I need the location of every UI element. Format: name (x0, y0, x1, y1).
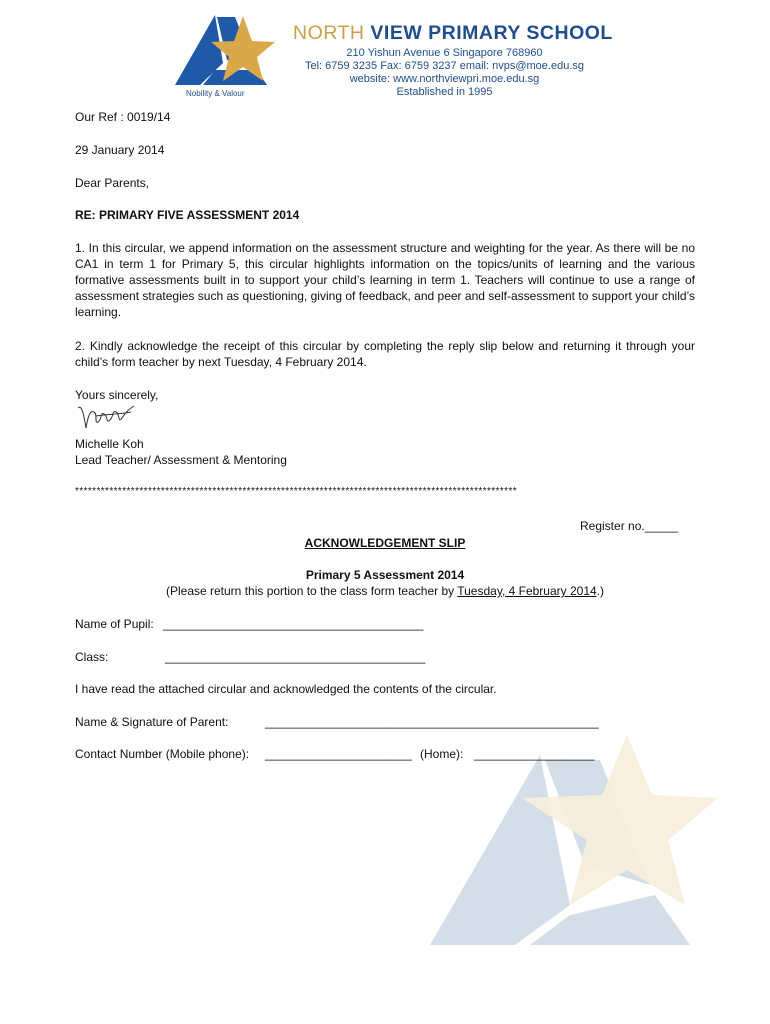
signature-image (76, 402, 136, 432)
instruction-suffix: .) (596, 584, 605, 598)
signer-name: Michelle Koh (75, 437, 144, 451)
instruction-date: Tuesday, 4 February 2014 (457, 584, 597, 598)
letter-date: 29 January 2014 (75, 143, 165, 157)
slip-title: ACKNOWLEDGEMENT SLIP (304, 536, 466, 550)
pupil-name-field[interactable]: _______________________________________ (163, 617, 424, 631)
watermark-triangle-left (430, 755, 570, 945)
pupil-name-label: Name of Pupil: (75, 617, 154, 631)
class-field[interactable]: _______________________________________ (165, 650, 426, 664)
acknowledgement-statement: I have read the attached circular and acknowledged the contents of the circular. (75, 682, 497, 696)
mobile-phone-field[interactable]: ______________________ (265, 747, 412, 761)
school-name (293, 22, 613, 45)
signer-title: Lead Teacher/ Assessment & Mentoring (75, 453, 287, 467)
paragraph-1: 1. In this circular, we append information on the assessment structure and weighting for the year. As there will be no CA1 in term 1 for Primary 5, this circular highlights information on the topics/units of learning and the various formative assessments built in to support your child’s learning in term 1. Teachers will continue to use a range of assessment strategies such as questioning, giving of feedback, and peer and self-assessment to support your child’s learning. (75, 241, 695, 319)
register-number-field[interactable]: Register no._____ (580, 519, 679, 533)
parent-name-label: Name & Signature of Parent: (75, 715, 229, 729)
letter-subject: RE: PRIMARY FIVE ASSESSMENT 2014 (75, 208, 300, 222)
school-motto: Nobility & Valour (186, 89, 245, 98)
school-name-rest: VIEW PRIMARY SCHOOL (370, 22, 613, 44)
closing: Yours sincerely, (75, 388, 159, 402)
contact-number-label: Contact Number (Mobile phone): (75, 747, 250, 761)
salutation: Dear Parents, (75, 176, 150, 190)
class-label: Class: (75, 650, 109, 664)
slip-instruction (75, 583, 695, 599)
divider-line: ******************************************************************************************************* (75, 486, 518, 497)
slip-subtitle: Primary 5 Assessment 2014 (305, 568, 465, 582)
school-established: Established in 1995 (396, 86, 493, 98)
instruction-prefix: (Please return this portion to the class form teacher by (165, 584, 458, 598)
reference-number: Our Ref : 0019/14 (75, 110, 171, 124)
school-address: 210 Yishun Avenue 6 Singapore 768960 (346, 47, 543, 59)
school-logo (175, 15, 275, 93)
parent-name-field[interactable]: __________________________________________________ (265, 715, 599, 729)
school-name-north: NORTH (293, 22, 365, 44)
watermark-logo (420, 735, 730, 950)
paragraph-2: 2. Kindly acknowledge the receipt of this circular by completing the reply slip below and returning it through your child’s form teacher by next Tuesday, 4 February 2014. (75, 339, 695, 369)
home-phone-field[interactable]: __________________ (474, 747, 595, 761)
home-phone-label: (Home): (420, 747, 464, 761)
school-contact: Tel: 6759 3235 Fax: 6759 3237 email: nvps@moe.edu.sg (304, 60, 584, 72)
school-website: website: www.northviewpri.moe.edu.sg (349, 73, 540, 85)
